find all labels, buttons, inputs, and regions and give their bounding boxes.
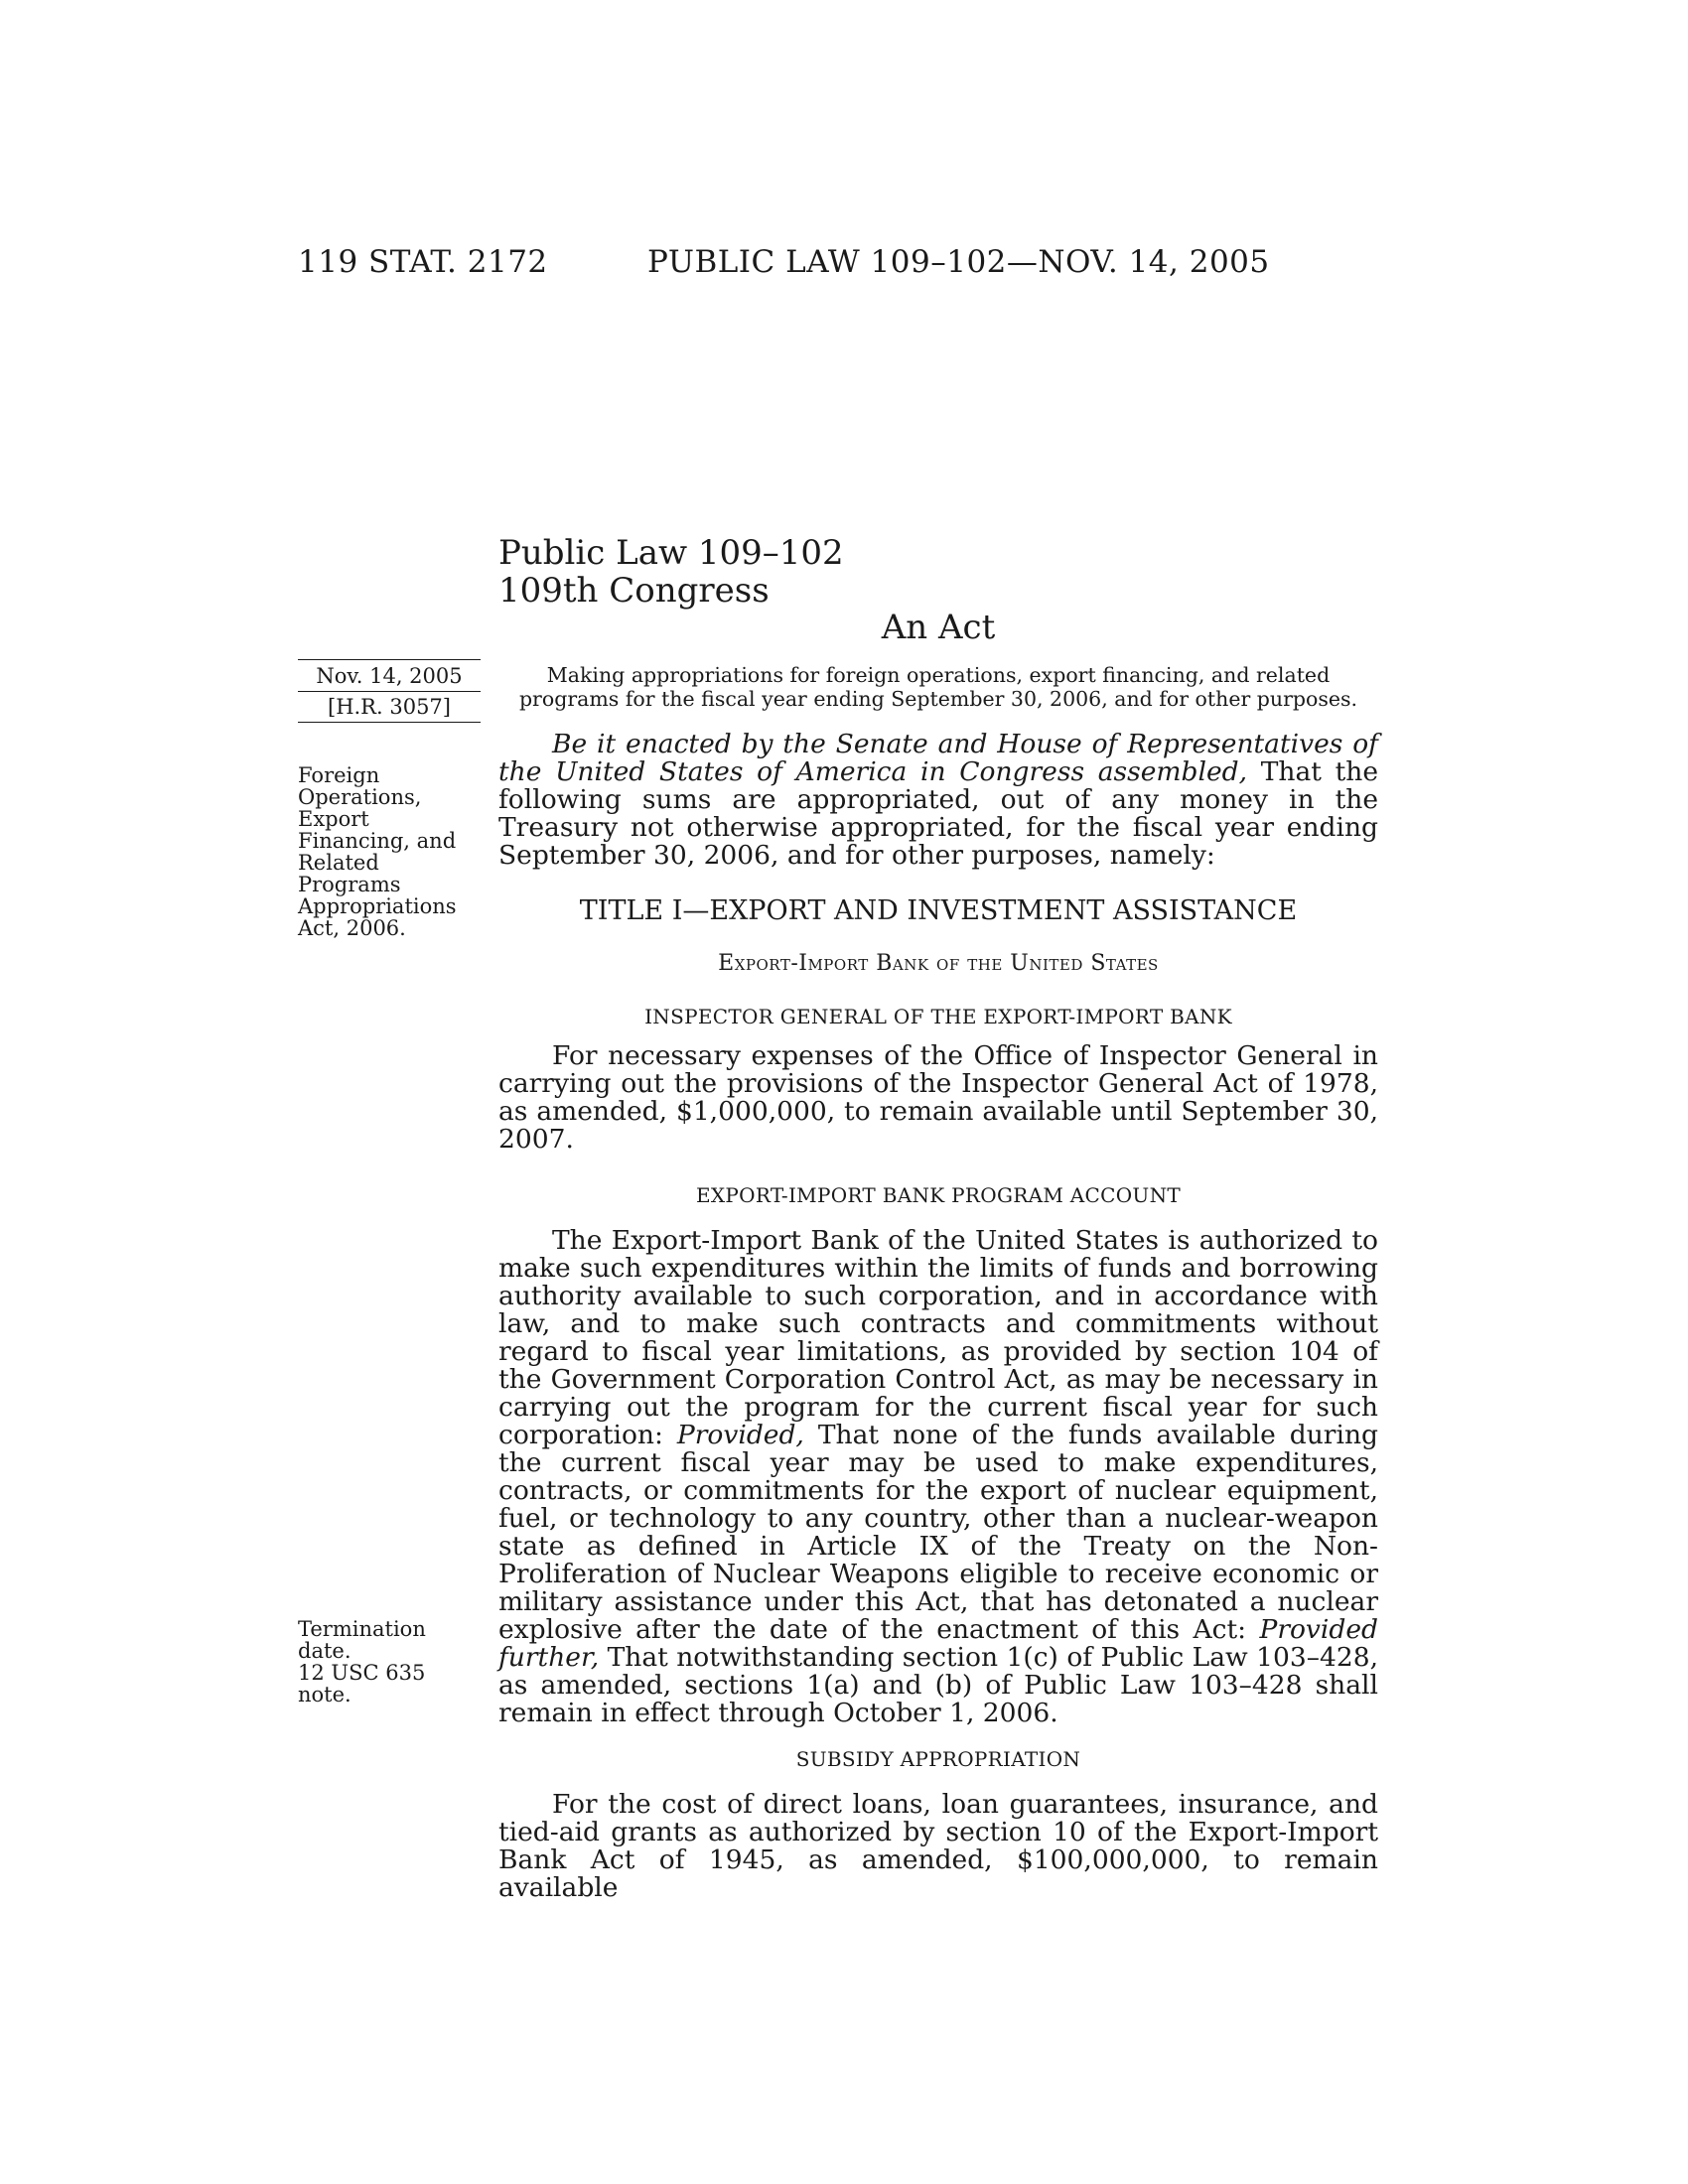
proviso-provided-further: Provided further, (498, 1614, 1378, 1673)
enacting-clause-italic: Be it enacted by the Senate and House of Representatives of the United States of America in Congress assembled, (498, 729, 1378, 787)
margin-date-block (298, 659, 481, 723)
public-law-number: Public Law 109–102 (498, 533, 844, 573)
proviso-provided: Provided, (676, 1420, 804, 1450)
enacting-clause-text: That the following sums are appropriated, out of any money in the Treasury not otherwise appropriated, for the fiscal year ending September 30, 2006, and for other purposes, namely: (498, 756, 1379, 871)
subsidy-paragraph: For the cost of direct loans, loan guarantees, insurance, and tied-aid grants as authorized by section 10 of the Export-Import Bank Act of 1945, as amended, $100,000,000, to remain available (498, 1789, 1378, 1903)
program-text-2: That none of the funds available during the current fiscal year may be used to make expenditures, contracts, or commitments for the export of nuclear equipment, fuel, or technology to any country, other than a nuclear-weapon state as defined in Article IX of the Treaty on the Non-Proliferation of Nuclear Weapons eligible to receive economic or military assistance under this Act, that has detonated a nuclear explosive after the date of the enactment of this Act: (498, 1420, 1378, 1645)
program-text-1: The Export-Import Bank of the United States is authorized to make such expenditures within the limits of funds and borrowing authority available to such corporation, and in accordance with law, and to make such contracts and commitments without regard to fiscal year limitations, as provided by section 104 of the Government Corporation Control Act, as may be necessary in carrying out the program for the current fiscal year for such corporation: (498, 1225, 1378, 1450)
agency-heading: Export-Import Bank of the United States (718, 951, 1159, 976)
margin-bottom-rule (298, 722, 481, 723)
enactment-date: Nov. 14, 2005 (316, 664, 463, 688)
margin-top-rule (298, 659, 481, 660)
bill-number: [H.R. 3057] (328, 695, 451, 719)
section-text-subsidy (498, 1791, 1378, 1902)
margin-middle-rule (298, 691, 481, 692)
termination-date-label: Termination date. (298, 1617, 426, 1663)
page-stat-number: 119 STAT. 2172 (298, 244, 548, 280)
act-label: An Act (881, 608, 996, 647)
margin-termination-note (298, 1618, 477, 1706)
ig-paragraph: For necessary expenses of the Office of Inspector General in carrying out the provisions of the Inspector General Act of 1978, as amended, $1,000,000, to remain available until September 30, 2007. (498, 1040, 1378, 1155)
section-heading-subsidy: SUBSIDY APPROPRIATION (795, 1747, 1081, 1771)
usc-citation: 12 USC 635 note. (298, 1661, 426, 1706)
section-text-program-account (498, 1227, 1378, 1727)
section-heading-program-account: EXPORT-IMPORT BANK PROGRAM ACCOUNT (695, 1183, 1182, 1207)
enacting-clause (498, 731, 1378, 870)
margin-short-title: Foreign Operations, Export Financing, and Related Programs Appropriations Act, 2006. (298, 763, 457, 940)
running-header: PUBLIC LAW 109–102—NOV. 14, 2005 (647, 244, 1270, 280)
congress-label: 109th Congress (498, 571, 770, 611)
section-text-inspector-general (498, 1042, 1378, 1154)
program-text-3: That notwithstanding section 1(c) of Public Law 103–428, as amended, sections 1(a) and (b) of Public Law 103–428 shall remain in effect through October 1, 2006. (498, 1642, 1378, 1728)
act-purpose: Making appropriations for foreign operations, export financing, and related programs for the fiscal year ending September 30, 2006, and for other purposes. (518, 663, 1358, 711)
title-heading: TITLE I—EXPORT AND INVESTMENT ASSISTANCE (579, 895, 1298, 926)
section-heading-inspector-general: INSPECTOR GENERAL OF THE EXPORT-IMPORT BANK (644, 1005, 1232, 1028)
